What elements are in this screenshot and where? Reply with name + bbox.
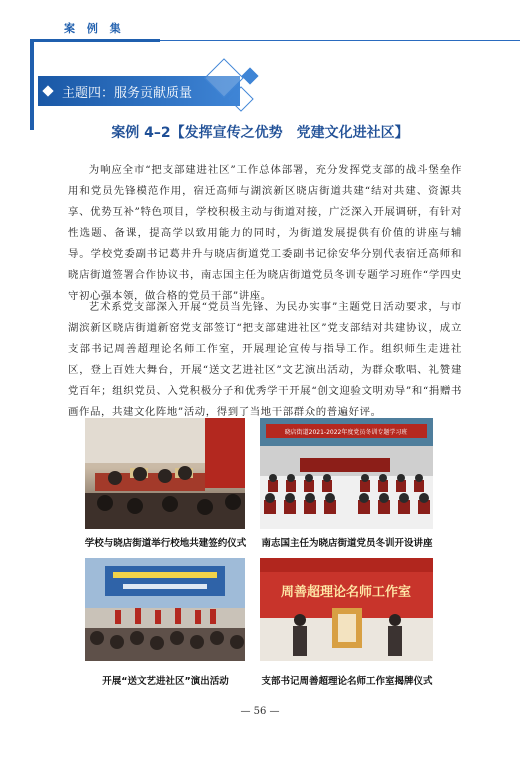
photo-signing-ceremony [85, 418, 245, 529]
lecture-banner-text: 晓店街道2021-2022年度党员冬训专题学习班 [284, 429, 408, 436]
section-banner-text: 主题四：服务贡献质量 [62, 86, 193, 101]
header-rule-accent [30, 39, 160, 42]
photo-caption: 学校与晓店街道举行校地共建签约仪式 [84, 538, 247, 549]
photo-plaque-unveiling-illustration [260, 558, 433, 661]
photo-lecture [260, 418, 433, 529]
photo-signing-ceremony-illustration [85, 418, 245, 529]
photo-caption: 开展“送文艺进社区”演出活动 [102, 676, 229, 687]
case-title: 案例 4–2【发挥宣传之优势 党建文化进社区】 [111, 125, 409, 141]
header-label: 案 例 集 [64, 22, 125, 35]
diamond-icon [42, 85, 53, 96]
body-paragraph: 为响应全市“把支部建进社区”工作总体部署，充分发挥党支部的战斗堡垒作用和党员先锋模范作用，宿迁高师与湖滨新区晓店街道共建“结对共建、资源共享、优势互补”特色项目，学校积极主动与街道对接，广泛深入开展调研，有针对性选题、备课，提高学以致用能力的同时，为街道发展提供有价值的讲座与辅导。学校党委副书记葛井升与晓店街道党工委副书记徐安华分别代表宿迁高师和晓店街道签署合作协议书，南志国主任为晓店街道党员冬训专题学习班作“学四史守初心强本领，做合格的党员干部”讲座。 [68, 164, 462, 302]
plaque-banner-text: 周善超理论名师工作室 [280, 585, 412, 600]
left-accent-bar [30, 40, 34, 130]
photo-lecture-illustration [260, 418, 433, 529]
body-paragraph: 艺术系党支部深入开展“党员当先锋、为民办实事”主题党日活动要求，与市湖滨新区晓店街道新窑党支部签订“把支部建进社区”党支部结对共建协议，成立支部书记周善超理论名师工作室，开展理论宣传与指导工作。组织师生走进社区，登上百姓大舞台，开展“送文艺进社区”文艺演出活动，为群众歌唱、礼赞建党百年；组织党员、入党积极分子和优秀学干开展“创文迎验文明劝导”和“捐赠书画作品，共建文化阵地”活动，得到了当地干部群众的普遍好评。 [68, 301, 462, 418]
page-number: — 56 — [240, 706, 280, 717]
photo-performance [85, 558, 245, 661]
photo-caption: 支部书记周善超理论名师工作室揭牌仪式 [261, 676, 433, 687]
photo-caption: 南志国主任为晓店街道党员冬训开设讲座 [261, 538, 433, 549]
photo-performance-illustration [85, 558, 245, 661]
decorative-square-icon [242, 68, 259, 85]
photo-plaque-unveiling [260, 558, 433, 661]
